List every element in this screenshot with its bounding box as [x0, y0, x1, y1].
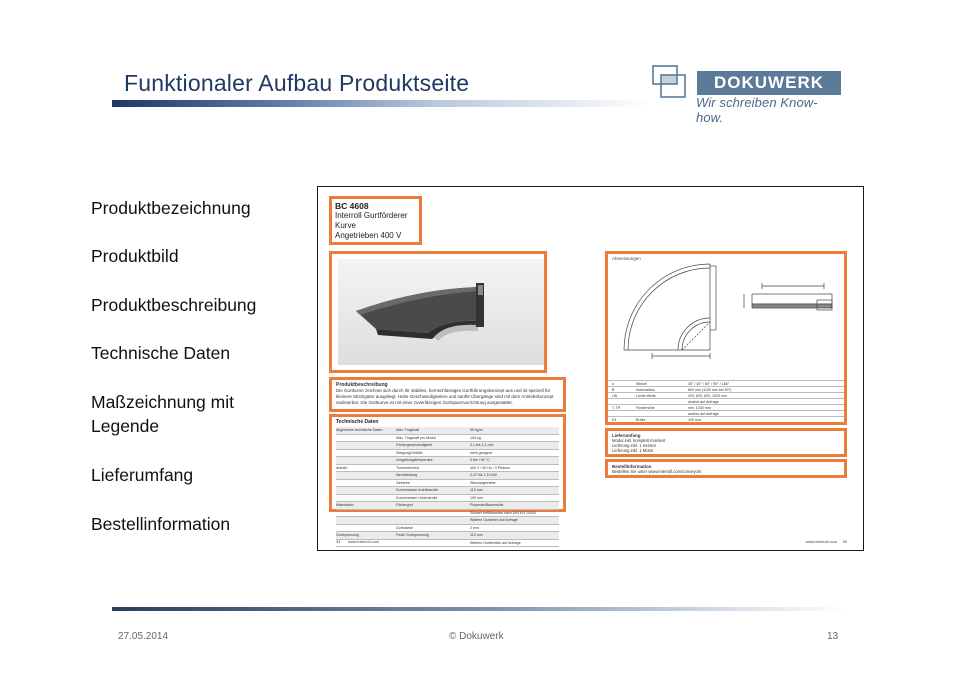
label-produktbild: Produktbild [91, 246, 179, 266]
table-cell: nicht geeignet [470, 450, 493, 455]
table-row [336, 487, 559, 495]
table-cell: Getriebe [396, 480, 410, 485]
table-row [336, 442, 559, 450]
legend-value: min. 1030 mm [688, 406, 711, 410]
dokuwerk-logo-mark-icon [652, 64, 686, 100]
product-page-mockup [317, 186, 864, 551]
table-cell: 110 mm [470, 533, 483, 537]
table-row [336, 517, 559, 525]
legend-label: Förderhöhe [636, 406, 655, 410]
label-lieferumfang: Lieferumfang [91, 465, 194, 485]
table-row [336, 427, 559, 435]
doc-url-left: www.interroll.com [348, 539, 380, 544]
table-cell: 0,1 bis 1,1 m/s [470, 443, 494, 447]
label-bestellinformation: Bestellinformation [91, 514, 231, 534]
table-cell: Polyester/Baumwolle [470, 503, 504, 507]
product-name-line: Angetrieben 400 V [335, 231, 402, 240]
table-cell: Trommelmotor [396, 465, 420, 470]
legend-symbol: B [612, 388, 615, 392]
table-row [336, 465, 559, 473]
logo-brand: DOKUWERK [697, 71, 841, 95]
legend-label: Innenradius [636, 388, 655, 392]
table-row [336, 450, 559, 458]
legend-symbol: D1 [612, 418, 617, 422]
dimension-drawing-box [605, 251, 847, 425]
slide-title: Funktionaler Aufbau Produktseite [124, 70, 470, 96]
legend-value: andere auf Anfrage [688, 400, 719, 404]
table-row [336, 472, 559, 480]
table-row [336, 435, 559, 443]
legend-value: 420, 620, 820, 1020 mm [688, 394, 727, 398]
table-row [336, 495, 559, 503]
product-name-line: Kurve [335, 221, 356, 230]
label-produktbezeichnung: Produktbezeichnung [91, 198, 251, 218]
legend-value: 800 mm (1100 mm bei 90°) [688, 388, 732, 392]
table-cell: Umgebungstemperatur [396, 458, 433, 462]
legend-label: Winkel [636, 382, 647, 386]
table-row [336, 525, 559, 533]
legend-row [608, 416, 844, 423]
scope-heading: Lieferumfang [612, 433, 641, 438]
legend-label: Breite [636, 418, 646, 422]
table-cell: Fördergeschwindigkeit [396, 443, 432, 447]
title-underline [112, 100, 652, 107]
table-cell: Weitere Gurtbreiten auf Anfrage [470, 540, 521, 545]
legend-value: 30° / 45° / 60° / 90° / 180° [688, 382, 730, 386]
table-cell: 113 mm [470, 488, 483, 492]
curve-conveyor-icon [338, 259, 544, 365]
product-photo [338, 259, 538, 365]
table-cell: 50 kg/m [470, 428, 483, 432]
order-info-box [605, 459, 847, 478]
table-cell: 0 bis +40 °C [470, 458, 490, 462]
label-masszeichnung: Maßzeichnung mit Legende [91, 392, 234, 436]
legend-label: Lichte Weite [636, 394, 656, 398]
table-cell: Gurtstärke [396, 525, 413, 530]
table-cell: Feste Gurtspannung [396, 533, 429, 537]
table-cell: Steigung/Gefälle [396, 450, 423, 455]
table-cell: Durchmesser Antriebsrolle [396, 488, 439, 492]
table-row [336, 480, 559, 488]
doc-page-number-left: 34 [336, 539, 341, 544]
footer-date: 27.05.2014 [118, 631, 169, 642]
footer-page-number: 13 [827, 631, 839, 642]
label-technische-daten: Technische Daten [91, 343, 231, 363]
table-cell: Stirnradgetriebe [470, 480, 496, 485]
legend-value: 100 mm [688, 418, 701, 422]
doc-page-number-right: 35 [842, 539, 847, 544]
table-row [336, 510, 559, 518]
order-heading: Bestellinformation [612, 464, 652, 469]
product-name-line: Interroll Gurtförderer [335, 211, 408, 220]
logo-tagline: Wir schreiben Know-how. [696, 95, 818, 125]
table-cell: Schwer entflammbar nach DIN EN 20340 [470, 510, 536, 515]
description-text: Die Gurtkurve zeichnet sich durch ihr stabiles, formschlüssiges Gurtführungskonzept aus und ist speziell für kleinere Stückgüter ausgelegt. Hohe Geschwindigkeiten und sanfte Übergänge sind mit dem Antriebskonzept realisierbar. Die Gurtkurve ist mit einer zuverlässigen Gurtspannvorrichtung ausgestattet. [336, 388, 554, 405]
table-cell: Weitere Gurtarten auf Anfrage [470, 518, 518, 522]
table-cell: Antrieb [336, 465, 348, 470]
list-item: Modul inkl. komplett montiert [612, 438, 666, 443]
table-cell: Fördergurt [396, 503, 413, 507]
table-cell: Gurtspannung [336, 533, 359, 537]
table-cell: 400 V / 50 Hz / 3 Phasen [470, 465, 510, 470]
drawing-heading: Abmessungen [612, 256, 641, 261]
dimension-drawing-icon [612, 264, 842, 368]
table-row [336, 502, 559, 510]
product-name-box [329, 196, 422, 245]
table-cell: Nennleistung [396, 473, 417, 477]
table-cell: 100 kg [470, 435, 481, 440]
table-cell: 2 mm [470, 525, 479, 530]
legend-symbol: α [612, 382, 615, 386]
technical-data-heading: Technische Daten [336, 419, 379, 425]
table-row [336, 457, 559, 465]
footer-copyright: © Dokuwerk [449, 631, 504, 642]
table-cell: Durchmesser Umlenkrolle [396, 495, 438, 500]
product-description-box [329, 377, 566, 412]
order-text: Bestellen Sie unter www.interroll.com/conveyors [612, 469, 702, 474]
technical-data-table [336, 427, 559, 547]
legend-symbol: LW [612, 394, 618, 398]
list-item: Lieferung inkl. 1 Motor [612, 448, 654, 453]
table-cell: Max. Tragkraft [396, 428, 419, 432]
product-image-box [329, 251, 547, 373]
table-cell: 0,37 bis 1,10 kW [470, 473, 497, 477]
description-heading: Produktbeschreibung [336, 382, 388, 388]
footer-divider [112, 607, 848, 611]
legend-symbol: T, TR [612, 406, 621, 410]
label-produktbeschreibung: Produktbeschreibung [91, 295, 257, 315]
legend-value: andere auf Anfrage [688, 412, 719, 416]
product-code: BC 4608 [335, 201, 369, 211]
table-cell: Allgemeine technische Daten [336, 428, 383, 432]
delivery-scope-box [605, 428, 847, 457]
table-cell: Max. Tragkraft pro Modul [396, 435, 436, 440]
table-cell: Materialien [336, 503, 354, 507]
doc-url-right: www.interroll.com [805, 539, 837, 544]
list-item: Lieferung inkl. 1 Sensor [612, 443, 656, 448]
table-cell: 100 mm [470, 495, 483, 500]
